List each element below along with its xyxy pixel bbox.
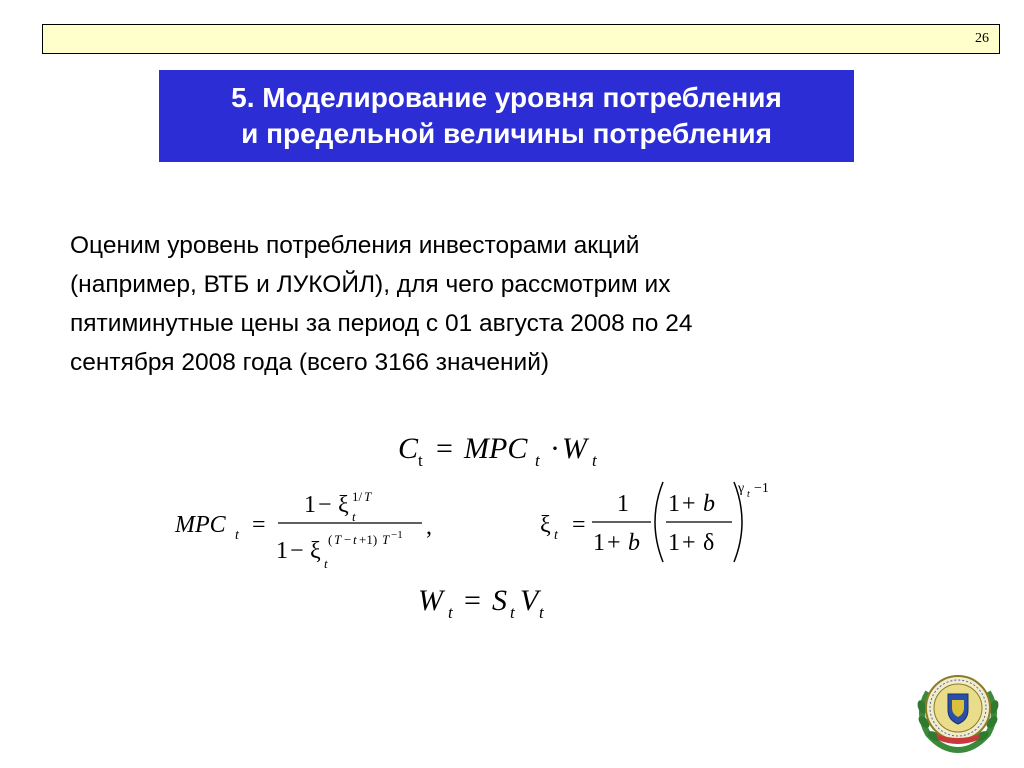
svg-text:−1: −1: [754, 481, 769, 496]
svg-text:t: t: [510, 603, 515, 622]
svg-text:1: 1: [593, 530, 605, 556]
svg-text:T: T: [334, 532, 342, 547]
svg-text:−: −: [290, 538, 304, 564]
svg-text:W: W: [418, 584, 443, 617]
svg-text:t: t: [539, 603, 544, 622]
svg-text:+: +: [682, 491, 696, 517]
svg-text:C: C: [398, 432, 419, 465]
svg-text:t: t: [418, 451, 423, 470]
formula-wealth: [418, 584, 545, 622]
title-line-1: 5. Моделирование уровня потребления: [231, 82, 782, 113]
svg-text:(: (: [328, 532, 333, 547]
svg-text:t: t: [747, 489, 750, 500]
svg-text:ξ: ξ: [310, 538, 321, 564]
svg-text:1: 1: [668, 491, 680, 517]
svg-text:1: 1: [617, 491, 629, 517]
svg-text:S: S: [492, 584, 507, 617]
svg-text:T: T: [364, 489, 372, 504]
body-line: пятиминутные цены за период с 01 августа 2008 по 24: [70, 310, 693, 337]
svg-text:1: 1: [304, 492, 316, 518]
university-emblem-icon: [912, 662, 1004, 754]
svg-text:W: W: [562, 432, 587, 465]
svg-text:−1: −1: [391, 529, 403, 541]
title-line-2: и предельной величины потребления: [241, 118, 772, 149]
svg-text:MPC: MPC: [464, 432, 528, 465]
svg-text:+: +: [607, 530, 621, 556]
svg-text:−: −: [344, 532, 352, 547]
header-bar: [42, 24, 1000, 54]
svg-text:γ: γ: [738, 481, 745, 496]
svg-text:V: V: [520, 584, 539, 617]
svg-text:1: 1: [668, 530, 680, 556]
svg-text:b: b: [628, 530, 640, 556]
svg-text:+1): +1): [359, 532, 378, 547]
svg-text:·: ·: [550, 432, 560, 465]
svg-text:,: ,: [426, 514, 432, 540]
formula-consumption: [398, 432, 598, 470]
body-line: сентября 2008 года (всего 3166 значений): [70, 349, 550, 376]
formula-mpc: [174, 489, 432, 571]
svg-text:ξ: ξ: [540, 512, 551, 538]
page-number: 26: [975, 31, 989, 46]
body-line: (например, ВТБ и ЛУКОЙЛ), для чего рассмотрим их: [70, 271, 671, 298]
svg-text:1/: 1/: [352, 489, 363, 504]
svg-text:t: t: [554, 528, 558, 543]
svg-text:MPC: MPC: [175, 512, 226, 538]
svg-text:=: =: [252, 512, 266, 538]
svg-text:t: t: [324, 556, 328, 571]
svg-text:=: =: [436, 432, 453, 465]
formula-block: [160, 420, 800, 630]
svg-text:1: 1: [276, 538, 288, 564]
svg-text:+: +: [682, 530, 696, 556]
svg-text:t: t: [353, 532, 357, 547]
svg-text:δ: δ: [703, 530, 715, 556]
svg-text:=: =: [572, 512, 586, 538]
svg-text:−: −: [318, 492, 332, 518]
svg-text:t: t: [592, 451, 597, 470]
svg-text:t: t: [352, 509, 356, 524]
svg-text:t: t: [235, 528, 239, 543]
svg-text:t: t: [535, 451, 540, 470]
body-paragraph: [70, 226, 890, 382]
svg-text:ξ: ξ: [338, 492, 349, 518]
body-line: Оценим уровень потребления инвесторами акций: [70, 232, 640, 259]
svg-text:t: t: [448, 603, 453, 622]
svg-text:=: =: [464, 584, 481, 617]
slide-title: [159, 70, 854, 162]
svg-text:b: b: [703, 491, 715, 517]
svg-text:T: T: [382, 532, 390, 547]
formula-xi: [540, 481, 769, 562]
